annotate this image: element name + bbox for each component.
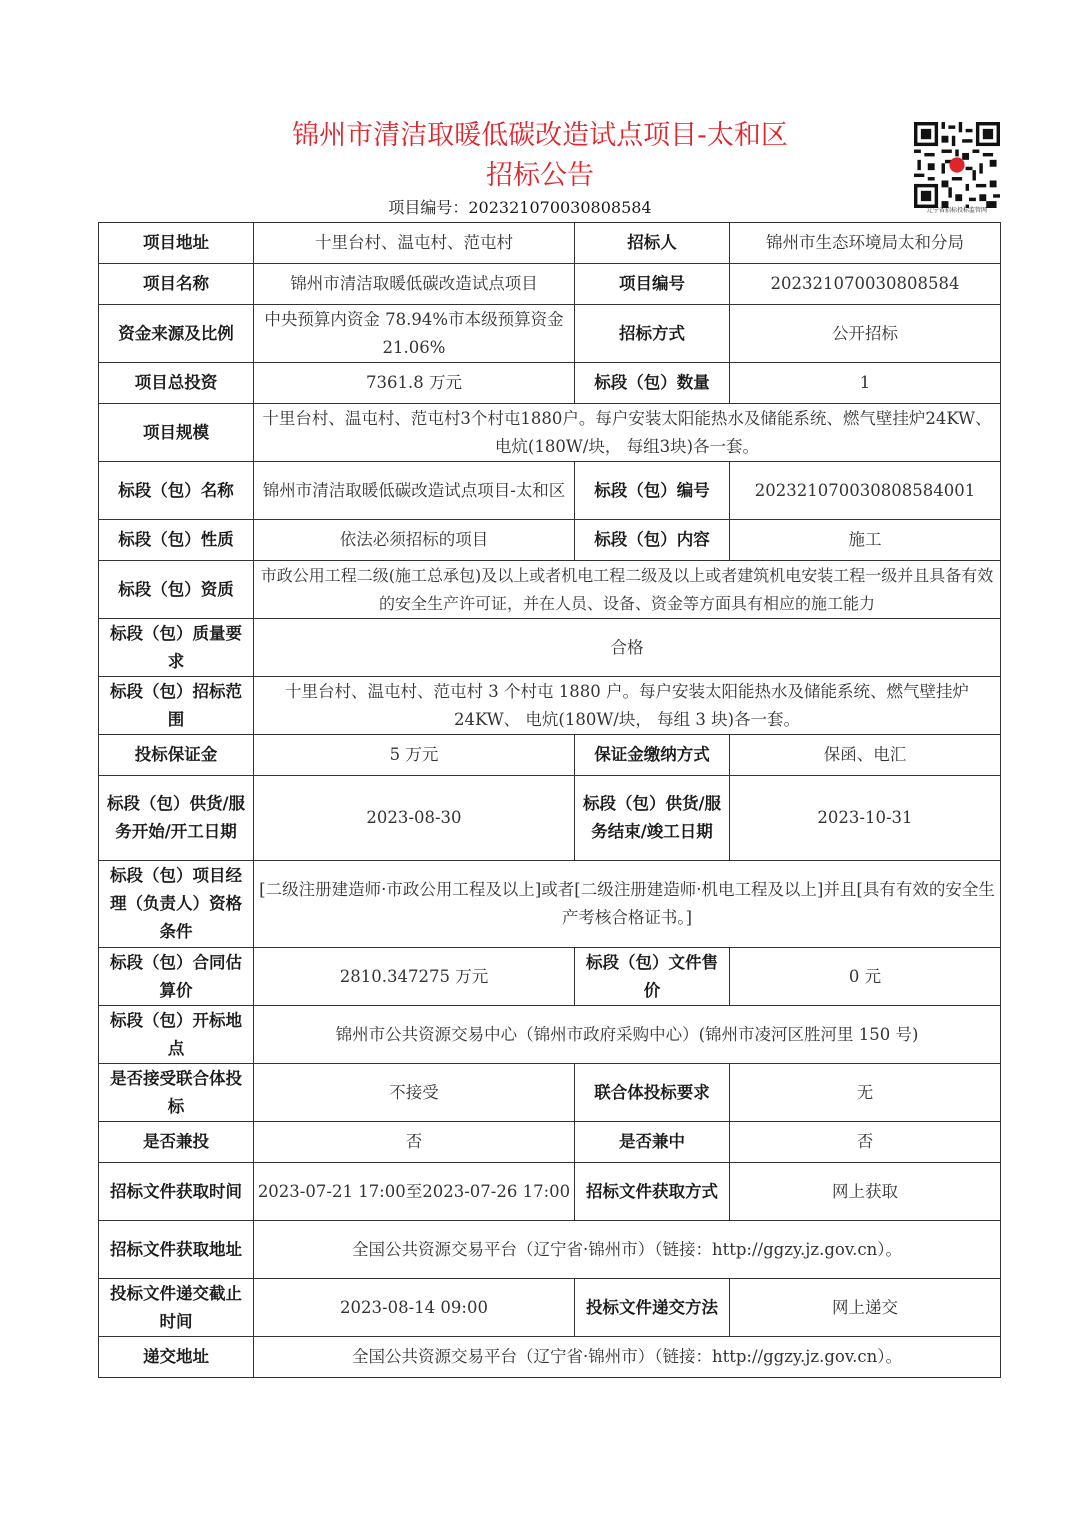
- table-row: [99, 948, 1001, 1006]
- value-cell: 十里台村、温屯村、范屯村 3 个村屯 1880 户。每户安装太阳能热水及储能系统、燃气壁挂炉 24KW、 电炕(180W/块， 每组 3 块)各一套。: [254, 677, 1001, 735]
- label-cell: 递交地址: [99, 1337, 254, 1378]
- label-cell: 项目地址: [99, 223, 254, 264]
- table-row: [99, 264, 1001, 305]
- label-cell: 标段（包）资质: [99, 561, 254, 619]
- table-row: [99, 404, 1001, 462]
- table-row: [99, 861, 1001, 948]
- value-cell: 5 万元: [254, 735, 575, 776]
- value-cell: 中央预算内资金 78.94%市本级预算资金 21.06%: [254, 305, 575, 363]
- value-cell: 锦州市清洁取暖低碳改造试点项目-太和区: [254, 462, 575, 520]
- label-cell: 招标文件获取方式: [575, 1163, 730, 1221]
- value-cell: 合格: [254, 619, 1001, 677]
- value-cell: 锦州市公共资源交易中心（锦州市政府采购中心）(锦州市凌河区胜河里 150 号): [254, 1006, 1001, 1064]
- value-cell: 依法必须招标的项目: [254, 520, 575, 561]
- table-row: [99, 1221, 1001, 1279]
- value-cell: 0 元: [730, 948, 1001, 1006]
- label-cell: 是否兼中: [575, 1122, 730, 1163]
- table-row: [99, 520, 1001, 561]
- value-cell: 网上递交: [730, 1279, 1001, 1337]
- table-row: [99, 1064, 1001, 1122]
- value-cell: 2023-08-30: [254, 776, 575, 861]
- qr-code-icon: [914, 122, 1000, 208]
- value-cell: 全国公共资源交易平台（辽宁省·锦州市）（链接：http://ggzy.jz.gov.cn）。: [254, 1337, 1001, 1378]
- label-cell: 招标文件获取时间: [99, 1163, 254, 1221]
- label-cell: 标段（包）供货/服务结束/竣工日期: [575, 776, 730, 861]
- label-cell: 投标保证金: [99, 735, 254, 776]
- label-cell: 是否接受联合体投标: [99, 1064, 254, 1122]
- label-cell: 标段（包）合同估算价: [99, 948, 254, 1006]
- label-cell: 项目总投资: [99, 363, 254, 404]
- label-cell: 保证金缴纳方式: [575, 735, 730, 776]
- label-cell: 投标文件递交方法: [575, 1279, 730, 1337]
- value-cell: 7361.8 万元: [254, 363, 575, 404]
- label-cell: 招标文件获取地址: [99, 1221, 254, 1279]
- value-cell: 2810.347275 万元: [254, 948, 575, 1006]
- value-cell: 202321070030808584: [730, 264, 1001, 305]
- value-cell: 2023-08-14 09:00: [254, 1279, 575, 1337]
- value-cell: 否: [730, 1122, 1001, 1163]
- table-row: [99, 619, 1001, 677]
- table-row: [99, 1122, 1001, 1163]
- table-row: [99, 305, 1001, 363]
- label-cell: 是否兼投: [99, 1122, 254, 1163]
- table-row: [99, 735, 1001, 776]
- label-cell: 招标方式: [575, 305, 730, 363]
- value-cell: 1: [730, 363, 1001, 404]
- table-row: [99, 1006, 1001, 1064]
- label-cell: 标段（包）项目经理（负责人）资格条件: [99, 861, 254, 948]
- value-cell: 不接受: [254, 1064, 575, 1122]
- table-row: [99, 1337, 1001, 1378]
- table-row: [99, 677, 1001, 735]
- label-cell: 项目规模: [99, 404, 254, 462]
- value-cell: 十里台村、温屯村、范屯村: [254, 223, 575, 264]
- value-cell: 施工: [730, 520, 1001, 561]
- value-cell: 市政公用工程二级(施工总承包)及以上或者机电工程二级及以上或者建筑机电安装工程一级并且具备有效的安全生产许可证，并在人员、设备、资金等方面具有相应的施工能力: [254, 561, 1001, 619]
- label-cell: 招标人: [575, 223, 730, 264]
- table-row: [99, 1163, 1001, 1221]
- table-row: [99, 1279, 1001, 1337]
- table-row: [99, 462, 1001, 520]
- table-row: [99, 561, 1001, 619]
- label-cell: 标段（包）编号: [575, 462, 730, 520]
- value-cell: 202321070030808584001: [730, 462, 1001, 520]
- document-subtitle: 招标公告: [486, 160, 594, 191]
- label-cell: 标段（包）招标范围: [99, 677, 254, 735]
- table-row: [99, 223, 1001, 264]
- label-cell: 标段（包）质量要求: [99, 619, 254, 677]
- value-cell: 锦州市清洁取暖低碳改造试点项目: [254, 264, 575, 305]
- value-cell: 2023-07-21 17:00至2023-07-26 17:00: [254, 1163, 575, 1221]
- label-cell: 标段（包）内容: [575, 520, 730, 561]
- table-row: [99, 363, 1001, 404]
- tender-info-table: [98, 222, 1001, 1378]
- project-number-line: 项目编号：202321070030808584: [388, 198, 652, 217]
- qr-caption: 辽宁省招标投标监管网: [926, 207, 987, 214]
- label-cell: 标段（包）性质: [99, 520, 254, 561]
- label-cell: 投标文件递交截止时间: [99, 1279, 254, 1337]
- value-cell: 网上获取: [730, 1163, 1001, 1221]
- label-cell: 资金来源及比例: [99, 305, 254, 363]
- value-cell: 无: [730, 1064, 1001, 1122]
- label-cell: 标段（包）名称: [99, 462, 254, 520]
- value-cell: 保函、电汇: [730, 735, 1001, 776]
- value-cell: 全国公共资源交易平台（辽宁省·锦州市）（链接：http://ggzy.jz.gov.cn）。: [254, 1221, 1001, 1279]
- value-cell: [二级注册建造师·市政公用工程及以上]或者[二级注册建造师·机电工程及以上]并且[具有有效的安全生产考核合格证书。]: [254, 861, 1001, 948]
- value-cell: 十里台村、温屯村、范屯村3个村屯1880户。每户安装太阳能热水及储能系统、燃气壁挂炉24KW、 电炕(180W/块， 每组3块)各一套。: [254, 404, 1001, 462]
- label-cell: 标段（包）供货/服务开始/开工日期: [99, 776, 254, 861]
- label-cell: 标段（包）开标地点: [99, 1006, 254, 1064]
- label-cell: 标段（包）数量: [575, 363, 730, 404]
- label-cell: 标段（包）文件售价: [575, 948, 730, 1006]
- value-cell: 锦州市生态环境局太和分局: [730, 223, 1001, 264]
- label-cell: 联合体投标要求: [575, 1064, 730, 1122]
- value-cell: 公开招标: [730, 305, 1001, 363]
- document-title: 锦州市清洁取暖低碳改造试点项目-太和区: [292, 120, 788, 151]
- value-cell: 2023-10-31: [730, 776, 1001, 861]
- label-cell: 项目名称: [99, 264, 254, 305]
- value-cell: 否: [254, 1122, 575, 1163]
- label-cell: 项目编号: [575, 264, 730, 305]
- table-row: [99, 776, 1001, 861]
